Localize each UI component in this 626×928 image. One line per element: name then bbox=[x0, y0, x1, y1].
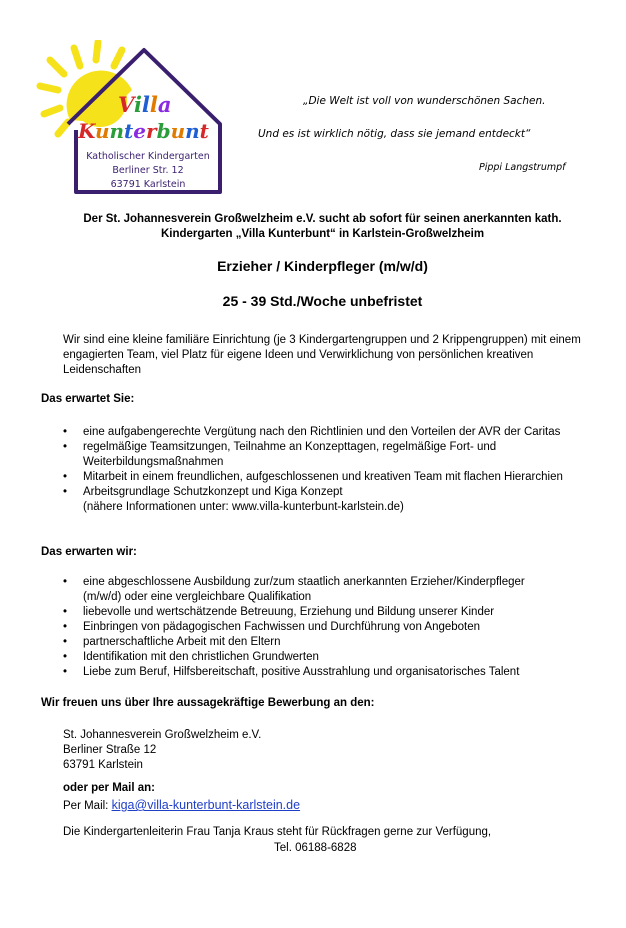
mail-heading: oder per Mail an: bbox=[63, 782, 156, 794]
quote-author: Pippi Langstrumpf bbox=[479, 162, 566, 173]
bullet-icon: • bbox=[63, 426, 68, 438]
quote-line-2: Und es ist wirklich nötig, dass sie jemand entdeckt“ bbox=[258, 128, 531, 140]
bullet-icon: • bbox=[63, 636, 68, 648]
phone-number: Tel. 06188-6828 bbox=[274, 842, 357, 854]
description: Wir sind eine kleine familiäre Einrichtung (je 3 Kindergartengruppen und 2 Krippengruppen) mit einem engagierten Team, viel Platz für eigene Ideen und Verwirklichung von persönlichen kreativen Leidenschaften bbox=[63, 334, 581, 376]
expect-item: • Identifikation mit den christlichen Grundwerten bbox=[63, 651, 319, 663]
offer-item-note: (nähere Informationen unter: www.villa-kunterbunt-karlstein.de) bbox=[83, 501, 404, 513]
logo-subtitle: Katholischer Kindergarten bbox=[86, 151, 210, 162]
address-line-1: St. Johannesverein Großwelzheim e.V. bbox=[63, 729, 262, 741]
expect-item: • eine abgeschlossene Ausbildung zur/zum staatlich anerkannten Erzieher/Kinderpfleger bbox=[63, 576, 525, 588]
intro-line-1: Der St. Johannesverein Großwelzheim e.V. sucht ab sofort für seinen anerkannten kath. bbox=[83, 213, 562, 225]
job-hours: 25 - 39 Std./Woche unbefristet bbox=[222, 293, 423, 309]
logo-city: 63791 Karlstein bbox=[110, 179, 186, 190]
bullet-icon: • bbox=[63, 606, 68, 618]
closing-line-1: Die Kindergartenleiterin Frau Tanja Kraus steht für Rückfragen gerne zur Verfügung, bbox=[63, 826, 492, 838]
bullet-icon: • bbox=[63, 666, 68, 678]
address-line-3: 63791 Karlstein bbox=[63, 759, 143, 771]
bullet-icon: • bbox=[63, 576, 68, 588]
bullet-icon: • bbox=[63, 621, 68, 633]
expect-item: • Liebe zum Beruf, Hilfsbereitschaft, positive Ausstrahlung und organisatorisches Talent bbox=[63, 666, 520, 678]
expect-list bbox=[63, 575, 608, 680]
offer-item: • regelmäßige Teamsitzungen, Teilnahme an Konzepttagen, regelmäßige Fort- und Weiterbildungsmaßnahmen bbox=[63, 441, 497, 468]
offer-item: • Arbeitsgrundlage Schutzkonzept und Kiga Konzept bbox=[63, 486, 343, 498]
intro-text bbox=[40, 212, 605, 242]
villa-kunterbunt-logo bbox=[36, 40, 236, 200]
intro-line-2: Kindergarten „Villa Kunterbunt“ in Karlstein-Großwelzheim bbox=[160, 228, 485, 240]
email-link[interactable]: kiga@villa-kunterbunt-karlstein.de bbox=[111, 798, 301, 812]
bullet-icon: • bbox=[63, 441, 68, 453]
bullet-icon: • bbox=[63, 471, 68, 483]
expect-item: • liebevolle und wertschätzende Betreuung, Erziehung und Bildung unserer Kinder bbox=[63, 606, 495, 618]
expect-item: • Einbringen von pädagogischen Fachwissen und Durchführung von Angeboten bbox=[63, 621, 481, 633]
address-line-2: Berliner Straße 12 bbox=[63, 744, 157, 756]
application-heading: Wir freuen uns über Ihre aussagekräftige Bewerbung an den: bbox=[41, 697, 375, 709]
job-title: Erzieher / Kinderpfleger (m/w/d) bbox=[217, 258, 428, 274]
expect-item: • partnerschaftliche Arbeit mit den Eltern bbox=[63, 636, 281, 648]
postal-address bbox=[63, 728, 261, 773]
logo-name-line1: Villa bbox=[118, 92, 172, 117]
offer-item: • Mitarbeit in einem freundlichen, aufgeschlossenen und kreativen Team mit flachen Hierarchien bbox=[63, 471, 563, 483]
quote-line-1: „Die Welt ist voll von wunderschönen Sachen. bbox=[303, 95, 546, 107]
mail-label: Per Mail: bbox=[63, 800, 112, 812]
logo-name-line2: Kunterbunt bbox=[78, 119, 209, 143]
bullet-icon: • bbox=[63, 651, 68, 663]
expect-heading: Das erwarten wir: bbox=[41, 546, 137, 558]
mail-line bbox=[63, 798, 300, 812]
offer-list bbox=[63, 425, 608, 515]
bullet-icon: • bbox=[63, 486, 68, 498]
offer-heading: Das erwartet Sie: bbox=[41, 393, 135, 405]
logo-street: Berliner Str. 12 bbox=[112, 165, 184, 176]
expect-item-continued: (m/w/d) oder eine vergleichbare Qualifikation bbox=[83, 591, 312, 603]
offer-item: • eine aufgabengerechte Vergütung nach den Richtlinien und den Vorteilen der AVR der Caritas bbox=[63, 426, 561, 438]
